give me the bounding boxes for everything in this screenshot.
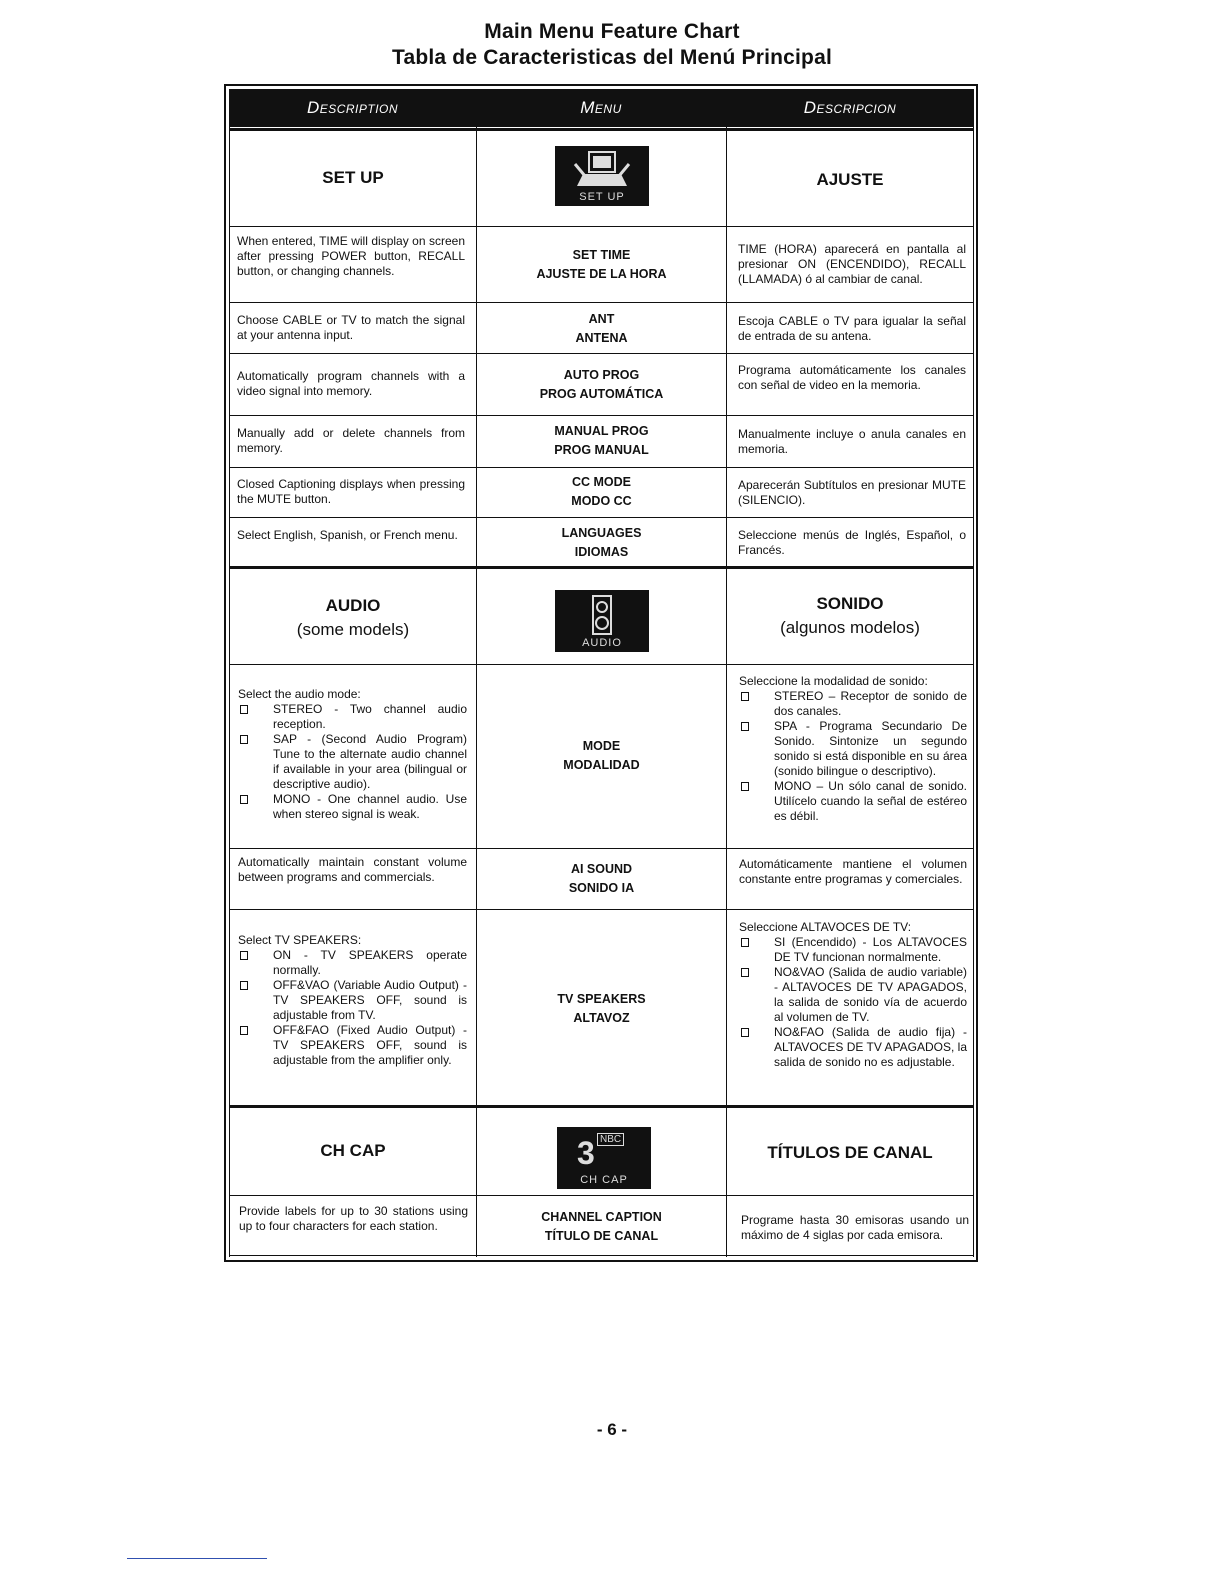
setup-icon-label: SET UP: [579, 191, 625, 203]
row-divider: [229, 1105, 974, 1108]
channel-number: 3: [577, 1135, 595, 1171]
menu-ai-sound: [477, 860, 726, 898]
mode-option-es: SPA - Programa Secundario De Sonido. Sintonize un segundo sonido si está disponible en su área (sonido bilingue o descriptivo).: [774, 719, 967, 778]
audio-icon-label: AUDIO: [582, 637, 622, 649]
row-divider: [229, 848, 974, 849]
chcap-menu-icon: [557, 1127, 651, 1189]
menu-item-en: CHANNEL CAPTION: [541, 1210, 662, 1224]
row-divider: [229, 566, 974, 569]
menu-cc-mode: [477, 473, 726, 511]
col-line: [476, 127, 477, 1257]
section-audio-subtitle: (some models): [296, 620, 410, 639]
row-divider: [229, 302, 974, 303]
section-audio-subtitle-es: (algunos modelos): [780, 618, 920, 637]
menu-languages: [477, 524, 726, 562]
mode-option-es: STEREO – Receptor de sonido de dos canales.: [774, 689, 967, 718]
menu-item-es: AJUSTE DE LA HORA: [536, 267, 667, 281]
row-es-tv-speakers: [739, 920, 967, 1070]
row-divider: [229, 517, 974, 518]
menu-item-en: MODE: [582, 739, 621, 753]
menu-item-es: ALTAVOZ: [573, 1011, 630, 1025]
section-setup-es: AJUSTE: [816, 170, 884, 189]
mode-option-es: MONO – Un sólo canal de sonido. Utilícelo cuando la señal de estéreo es débil.: [774, 779, 967, 823]
menu-item-es: MODALIDAD: [563, 758, 640, 772]
menu-item-es: PROG AUTOMÁTICA: [539, 387, 664, 401]
row-es-mode: [739, 674, 967, 824]
list-item: [238, 792, 467, 822]
menu-item-es: ANTENA: [575, 331, 628, 345]
menu-item-en: AUTO PROG: [563, 368, 640, 382]
checkbox-bullet-icon: [741, 722, 749, 731]
row-en-set-time: When entered, TIME will display on screen after pressing POWER button, RECALL button, or changing channels.: [237, 234, 465, 278]
row-divider: [229, 1255, 974, 1256]
speakers-option: OFF&VAO (Variable Audio Output) - TV SPEAKERS OFF, sound is adjustable from TV.: [273, 978, 467, 1022]
row-en-languages: Select English, Spanish, or French menu.: [237, 528, 458, 542]
list-item: [238, 1023, 467, 1068]
row-es-auto-prog: Programa automáticamente los canales con señal de video en la memoria.: [738, 363, 966, 392]
row-es-languages: Seleccione menús de Inglés, Español, o Francés.: [738, 528, 966, 557]
checkbox-bullet-icon: [240, 705, 248, 714]
menu-item-en: CC MODE: [571, 475, 632, 489]
tv-icon: [555, 146, 649, 192]
page-number: - 6 -: [596, 1420, 628, 1439]
checkbox-bullet-icon: [741, 692, 749, 701]
row-divider: [229, 226, 974, 227]
row-divider: [229, 415, 974, 416]
mode-intro-es: Seleccione la modalidad de sonido:: [739, 674, 928, 688]
row-en-tv-speakers: [238, 933, 467, 1068]
menu-item-en: MANUAL PROG: [554, 424, 649, 438]
checkbox-bullet-icon: [240, 1026, 248, 1035]
row-es-set-time: TIME (HORA) aparecerá en pantalla al presionar ON (ENCENDIDO), RECALL (LLAMADA) ó al cambiar de canal.: [738, 242, 966, 286]
header-menu: Menu: [580, 98, 622, 117]
setup-menu-icon: [555, 146, 649, 206]
row-es-ai-sound: Automáticamente mantiene el volumen constante entre programas y comerciales.: [739, 857, 967, 886]
row-es-channel-caption: Programe hasta 30 emisoras usando un máximo de 4 siglas por cada emisora.: [741, 1213, 969, 1242]
speakers-intro-es: Seleccione ALTAVOCES DE TV:: [739, 920, 912, 934]
row-divider: [229, 467, 974, 468]
audio-menu-icon: [555, 590, 649, 652]
checkbox-bullet-icon: [741, 938, 749, 947]
row-en-ant: Choose CABLE or TV to match the signal at your antenna input.: [237, 313, 465, 342]
checkbox-bullet-icon: [240, 981, 248, 990]
header-description: Description: [306, 98, 399, 117]
chcap-icon-label: CH CAP: [580, 1174, 628, 1186]
section-audio-en: [230, 596, 476, 640]
menu-mode: [477, 737, 726, 775]
list-item: [739, 779, 967, 824]
mode-intro: Select the audio mode:: [238, 687, 361, 701]
page-title-spanish: Tabla de Caracteristicas del Menú Principal: [391, 46, 833, 69]
list-item: [739, 689, 967, 719]
menu-item-es: SONIDO IA: [568, 881, 635, 895]
mode-option: MONO - One channel audio. Use when stereo signal is weak.: [273, 792, 467, 821]
list-item: [238, 978, 467, 1023]
section-chcap-en: CH CAP: [320, 1141, 386, 1160]
menu-auto-prog: [477, 366, 726, 404]
speakers-option: ON - TV SPEAKERS operate normally.: [273, 948, 467, 977]
checkbox-bullet-icon: [240, 795, 248, 804]
checkbox-bullet-icon: [741, 782, 749, 791]
row-es-manual-prog: Manualmente incluye o anula canales en memoria.: [738, 427, 966, 456]
list-item: [238, 732, 467, 792]
speakers-option-es: NO&VAO (Salida de audio variable) - ALTAVOCES DE TV APAGADOS, la salida de sonido vía de acuerdo al volumen de TV.: [774, 965, 967, 1024]
row-en-manual-prog: Manually add or delete channels from memory.: [237, 426, 465, 455]
checkbox-bullet-icon: [741, 968, 749, 977]
menu-item-es: MODO CC: [571, 494, 632, 508]
col-line: [229, 127, 230, 1257]
row-en-mode: [238, 687, 467, 822]
row-es-cc-mode: Aparecerán Subtítulos en presionar MUTE (SILENCIO).: [738, 478, 966, 507]
row-en-auto-prog: Automatically program channels with a video signal into memory.: [237, 369, 465, 398]
menu-item-es: IDIOMAS: [574, 545, 629, 559]
mode-option: STEREO - Two channel audio reception.: [273, 702, 467, 731]
section-audio-title-es: SONIDO: [816, 594, 884, 613]
speakers-option-es: SI (Encendido) - Los ALTAVOCES DE TV funcionan normalmente.: [774, 935, 967, 964]
row-divider: [229, 353, 974, 354]
menu-set-time: [477, 246, 726, 284]
menu-item-en: AI SOUND: [570, 862, 633, 876]
footer-rule: [127, 1558, 267, 1559]
checkbox-bullet-icon: [741, 1028, 749, 1037]
table-header: [229, 89, 974, 127]
row-en-cc-mode: Closed Captioning displays when pressing the MUTE button.: [237, 477, 465, 506]
menu-channel-caption: [477, 1208, 726, 1246]
row-es-ant: Escoja CABLE o TV para igualar la señal de entrada de su antena.: [738, 314, 966, 343]
list-item: [739, 935, 967, 965]
section-audio-title: AUDIO: [325, 596, 381, 615]
speakers-option-es: NO&FAO (Salida de audio fija) - ALTAVOCES DE TV APAGADOS, la salida de sonido no es adjustable.: [774, 1025, 967, 1069]
speakers-option: OFF&FAO (Fixed Audio Output) - TV SPEAKERS OFF, sound is adjustable from the amplifier only.: [273, 1023, 467, 1067]
menu-item-es: PROG MANUAL: [554, 443, 649, 457]
menu-ant: [477, 310, 726, 348]
row-divider: [229, 128, 974, 131]
row-divider: [229, 909, 974, 910]
list-item: [739, 1025, 967, 1070]
page-title: Main Menu Feature Chart: [484, 20, 740, 43]
row-divider: [229, 664, 974, 665]
menu-item-en: ANT: [588, 312, 615, 326]
row-en-ai-sound: Automatically maintain constant volume between programs and commercials.: [238, 855, 467, 884]
speaker-icon: [555, 590, 649, 638]
header-descripcion: Descripcion: [803, 98, 897, 117]
list-item: [238, 948, 467, 978]
col-line: [726, 127, 727, 1257]
speakers-intro: Select TV SPEAKERS:: [238, 933, 362, 947]
mode-option: SAP - (Second Audio Program) Tune to the alternate audio channel if available in your area (bilingual or descriptive audio).: [273, 732, 467, 791]
section-chcap-es: TÍTULOS DE CANAL: [767, 1143, 933, 1162]
menu-manual-prog: [477, 422, 726, 460]
menu-item-es: TÍTULO DE CANAL: [544, 1229, 659, 1243]
list-item: [739, 719, 967, 779]
menu-item-en: SET TIME: [572, 248, 631, 262]
menu-item-en: TV SPEAKERS: [557, 992, 646, 1006]
checkbox-bullet-icon: [240, 951, 248, 960]
network-label: NBC: [597, 1133, 624, 1146]
section-setup-en: SET UP: [322, 168, 384, 187]
checkbox-bullet-icon: [240, 735, 248, 744]
section-audio-es: [727, 594, 973, 638]
menu-item-en: LANGUAGES: [561, 526, 642, 540]
row-divider: [229, 1195, 974, 1196]
list-item: [739, 965, 967, 1025]
list-item: [238, 702, 467, 732]
row-en-channel-caption: Provide labels for up to 30 stations using up to four characters for each station.: [239, 1204, 468, 1233]
menu-tv-speakers: [477, 990, 726, 1028]
col-line: [973, 127, 974, 1257]
